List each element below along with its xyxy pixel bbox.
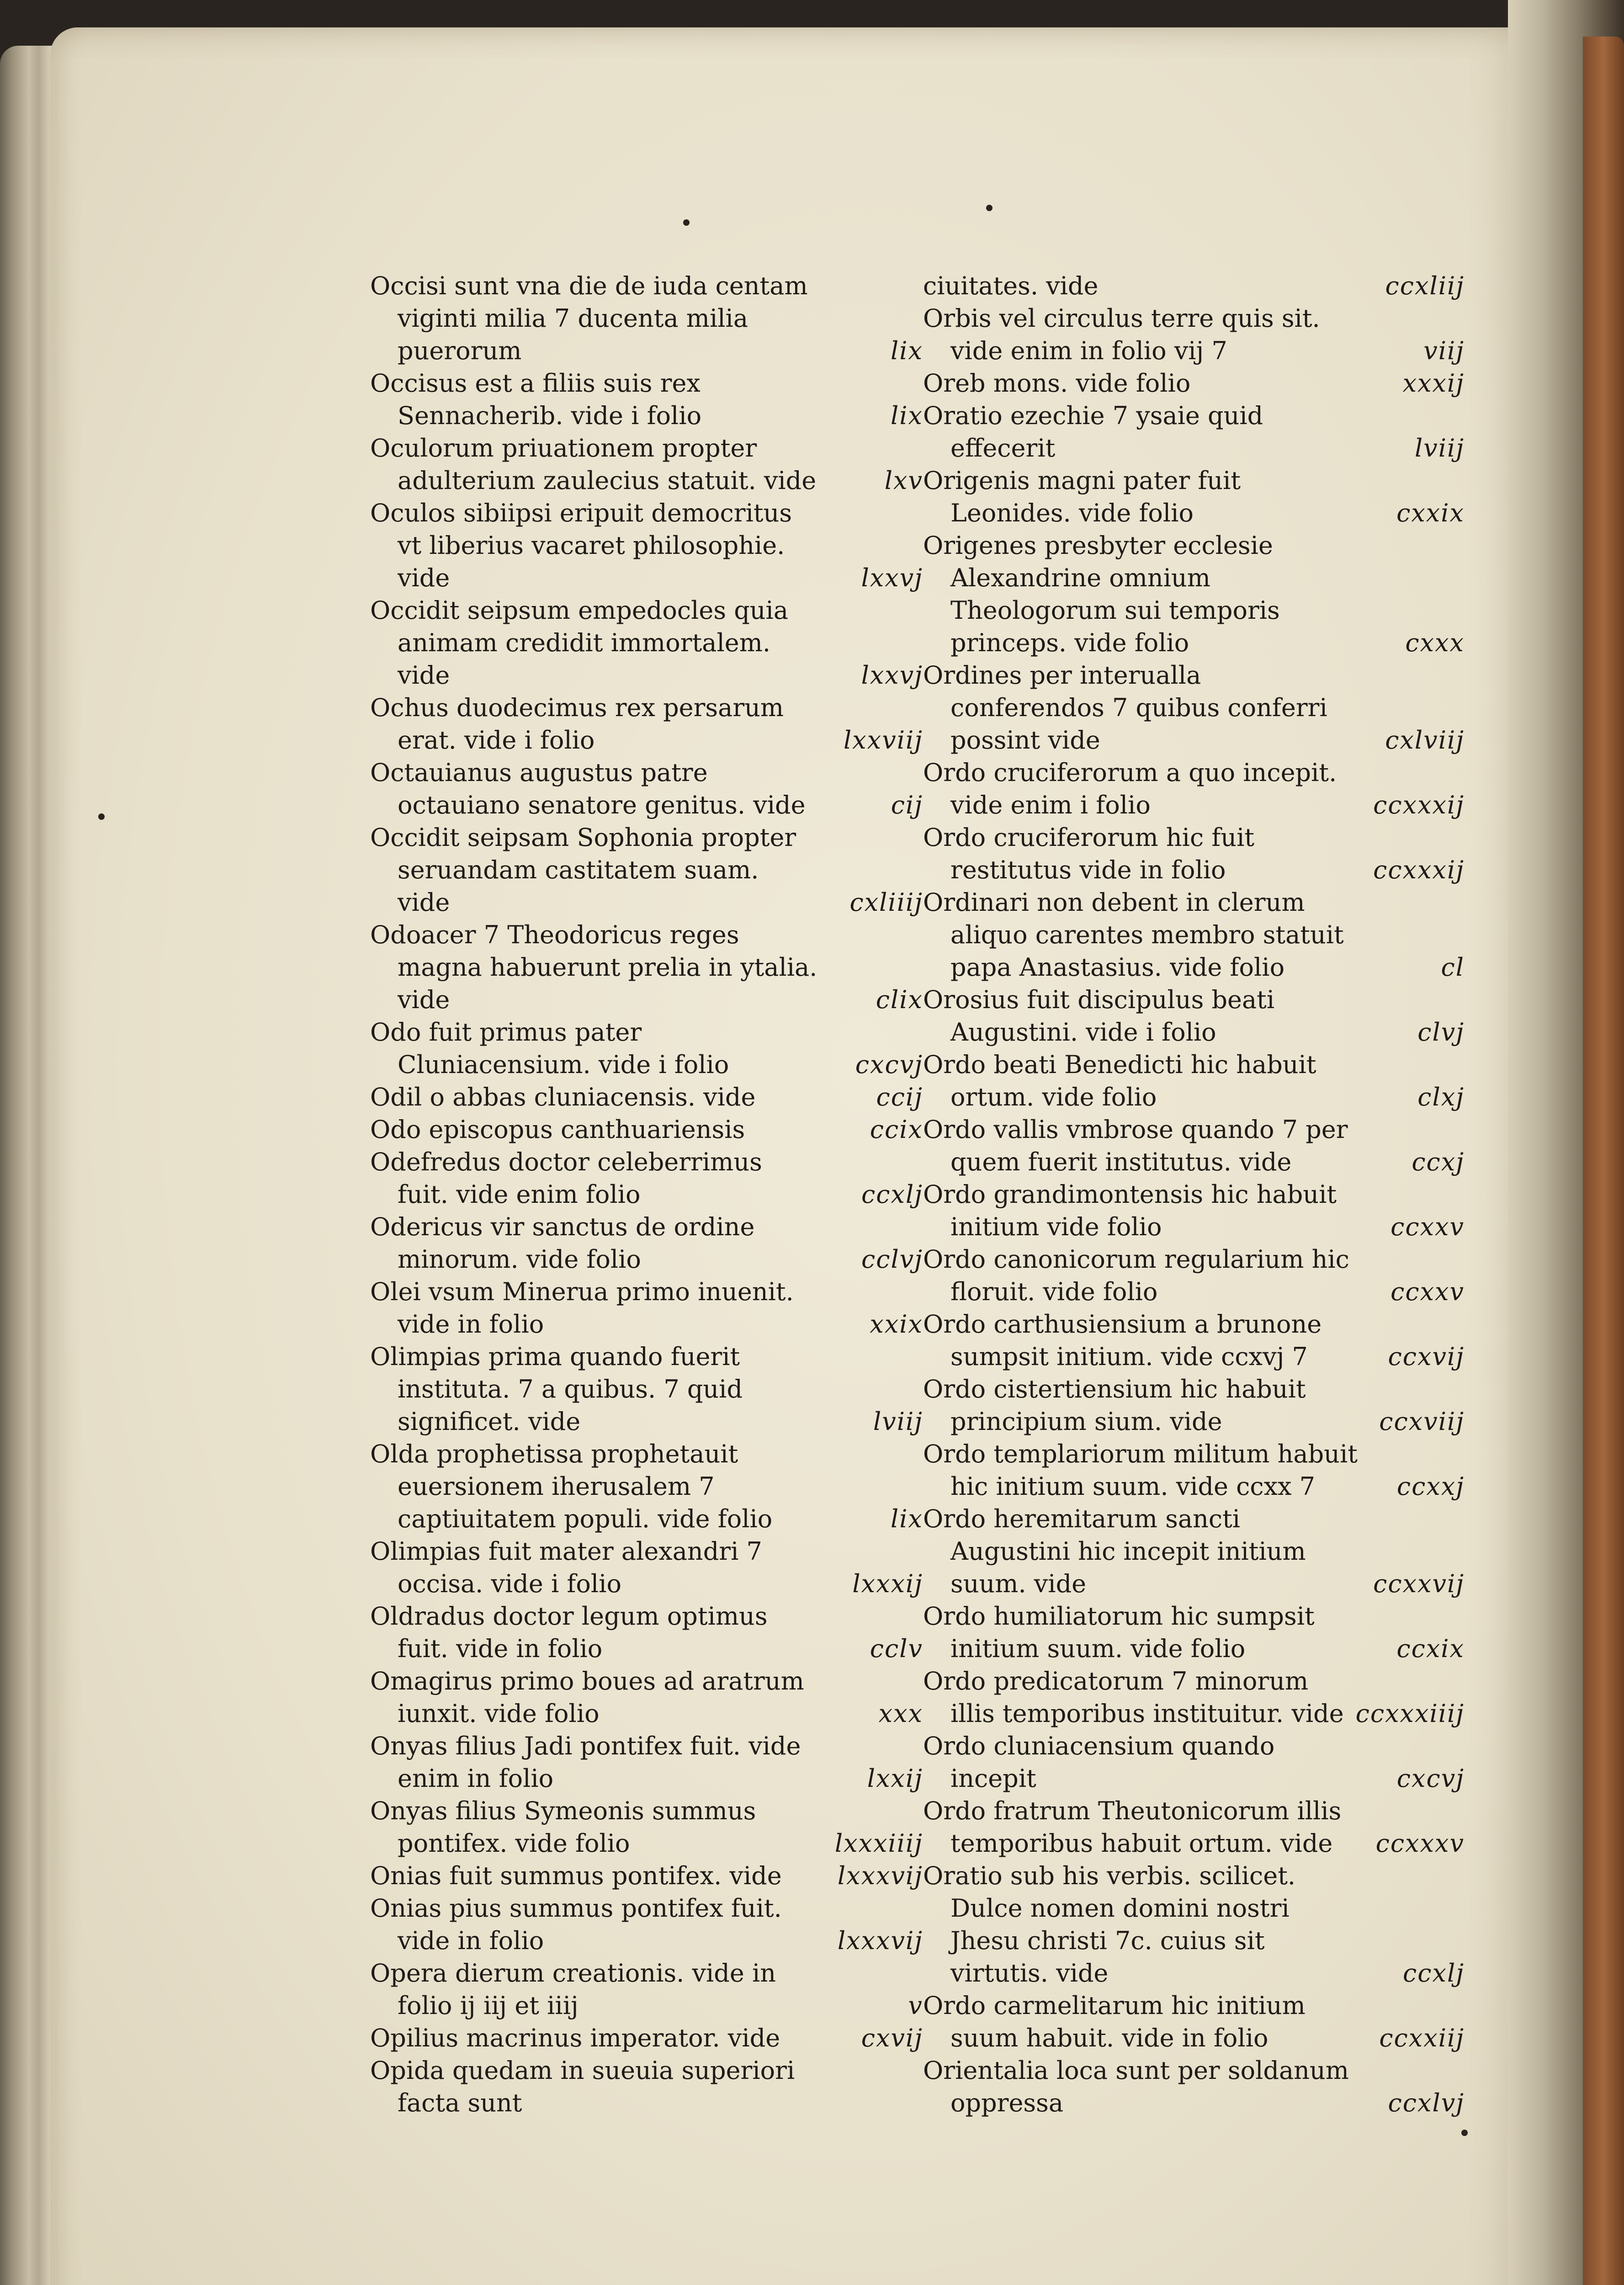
- index-entry: [923, 399, 1465, 464]
- folio-number: ccxxv: [1390, 1212, 1465, 1241]
- index-entry: [370, 1860, 923, 1892]
- index-entry: [923, 1989, 1465, 2054]
- folio-number: cxvij: [861, 2024, 923, 2052]
- index-entry: [370, 1146, 923, 1211]
- index-entry-text: Omagirus primo boues ad aratrum iunxit. vide folio: [370, 1667, 804, 1728]
- index-entry: [370, 691, 923, 756]
- index-entry: [923, 1600, 1465, 1665]
- index-entry: [370, 1892, 923, 1957]
- folio-number: lviij: [873, 1407, 923, 1436]
- index-entry: [923, 1373, 1465, 1438]
- index-entry-text: ciuitates. vide: [923, 271, 1099, 300]
- index-entry-text: Orbis vel circulus terre quis sit. vide enim in folio vij 7: [923, 304, 1320, 365]
- ink-speck: [98, 813, 105, 820]
- index-entry-text: Oldradus doctor legum optimus fuit. vide in folio: [370, 1602, 768, 1663]
- index-entry-text: Ordo carthusiensium a brunone sumpsit initium. vide ccxvj 7: [923, 1310, 1322, 1371]
- folio-number: cxxix: [1396, 499, 1465, 527]
- index-entry-text: Onyas filius Symeonis summus pontifex. vide folio: [370, 1796, 756, 1858]
- index-entry: [370, 1081, 923, 1113]
- index-entry: [923, 886, 1465, 983]
- index-entry-text: Odo episcopus canthuariensis: [370, 1115, 745, 1144]
- index-entry-text: Odefredus doctor celeberrimus fuit. vide enim folio: [370, 1148, 762, 1209]
- index-entry-text: Occisus est a filiis suis rex Sennacherib. vide i folio: [370, 369, 702, 430]
- index-entry-text: Oreb mons. vide folio: [923, 369, 1191, 398]
- index-column-left: [370, 270, 923, 2119]
- book-cover-edge: [1583, 37, 1624, 2285]
- index-entry-text: Olei vsum Minerua primo inuenit. vide in folio: [370, 1277, 794, 1339]
- folio-number: lxv: [884, 466, 923, 495]
- folio-number: xxx: [878, 1699, 923, 1728]
- index-entry: [923, 2054, 1465, 2119]
- index-entry: [370, 1535, 923, 1600]
- folio-number: ccxlj: [861, 1180, 923, 1209]
- index-entry-text: Ordo cruciferorum hic fuit restitutus vide in folio: [923, 823, 1255, 884]
- folio-number: ccxxxv: [1375, 1829, 1465, 1858]
- index-entry: [923, 367, 1465, 399]
- index-entry-text: Opida quedam in sueuia superiori facta sunt: [370, 2056, 795, 2117]
- index-entry-text: Oratio ezechie 7 ysaie quid effecerit: [923, 401, 1263, 462]
- index-entry: [923, 1730, 1465, 1795]
- index-entry-text: Opera dierum creationis. vide in folio ij iij et iiij: [370, 1959, 776, 2020]
- folio-number: lxxvj: [861, 563, 923, 592]
- index-entry: [370, 1275, 923, 1340]
- folio-number: ccxxxiiij: [1355, 1699, 1465, 1728]
- index-entry-text: Origenes presbyter ecclesie Alexandrine omnium Theologorum sui temporis princeps. vide folio: [923, 531, 1280, 657]
- index-entry-text: Olda prophetissa prophetauit euersionem iherusalem 7 captiuitatem populi. vide folio: [370, 1440, 773, 1533]
- index-entry-text: Ordo cruciferorum a quo incepit. vide enim i folio: [923, 758, 1337, 819]
- folio-number: ccxviij: [1379, 1407, 1465, 1436]
- index-entry-text: Ochus duodecimus rex persarum erat. vide i folio: [370, 693, 784, 755]
- index-entry: [370, 594, 923, 691]
- folio-number: ccxxv: [1390, 1277, 1465, 1306]
- index-entry-text: Ordo heremitarum sancti Augustini hic incepit initium suum. vide: [923, 1504, 1306, 1598]
- folio-number: cxxx: [1405, 628, 1465, 657]
- index-entry: [370, 2054, 923, 2119]
- folio-number: cl: [1441, 953, 1465, 982]
- index-entry-text: Onias pius summus pontifex fuit. vide in folio: [370, 1894, 782, 1955]
- index-entry-text: Odoacer 7 Theodoricus reges magna habuerunt prelia in ytalia. vide: [370, 920, 817, 1014]
- index-entry-text: Ordo cistertiensium hic habuit principium sium. vide: [923, 1375, 1306, 1436]
- folio-number: ccxlj: [1403, 1959, 1465, 1987]
- index-entry-text: Ordo grandimontensis hic habuit initium vide folio: [923, 1180, 1337, 1241]
- index-entry-text: Olimpias fuit mater alexandri 7 occisa. vide i folio: [370, 1537, 762, 1598]
- index-entry: [370, 1340, 923, 1438]
- folio-number: clxj: [1417, 1083, 1465, 1111]
- index-entry: [370, 1113, 923, 1146]
- folio-number: clix: [876, 985, 923, 1014]
- folio-number: ccxxxij: [1373, 856, 1465, 884]
- index-entry: [923, 1048, 1465, 1113]
- index-entry: [923, 1243, 1465, 1308]
- ink-speck: [1461, 2130, 1468, 2136]
- folio-number: ccxxj: [1396, 1472, 1465, 1501]
- index-entry: [923, 1438, 1465, 1503]
- index-entry-text: Oratio sub his verbis. scilicet. Dulce nomen domini nostri Jhesu christi 7c. cuius sit virtutis. vide: [923, 1861, 1296, 1987]
- folio-number: lxxvj: [861, 661, 923, 690]
- index-entry: [370, 497, 923, 594]
- index-entry: [370, 1016, 923, 1081]
- folio-number: ccix: [870, 1115, 923, 1144]
- index-entry-text: Onias fuit summus pontifex. vide: [370, 1861, 782, 1890]
- folio-number: lix: [891, 1504, 923, 1533]
- folio-number: lix: [891, 336, 923, 365]
- index-entry-text: Ordo predicatorum 7 minorum illis temporibus instituitur. vide: [923, 1667, 1344, 1728]
- folio-number: ccxxxij: [1373, 791, 1465, 819]
- folio-number: cij: [891, 791, 923, 819]
- folio-number: clvj: [1417, 1018, 1465, 1047]
- index-entry-text: Odericus vir sanctus de ordine minorum. vide folio: [370, 1212, 755, 1274]
- index-entry-text: Occisi sunt vna die de iuda centam viginti milia 7 ducenta milia puerorum: [370, 271, 808, 365]
- index-entry: [370, 1211, 923, 1275]
- folio-number: xxxij: [1402, 369, 1465, 398]
- index-entry-text: Occidit seipsum empedocles quia animam credidit immortalem. vide: [370, 596, 789, 690]
- index-column-right: [923, 270, 1465, 2119]
- folio-number: xxix: [870, 1310, 923, 1339]
- ink-speck: [986, 205, 992, 211]
- index-entry-text: Odil o abbas cluniacensis. vide: [370, 1083, 756, 1111]
- folio-number: cxcvj: [855, 1050, 923, 1079]
- index-entry: [923, 1178, 1465, 1243]
- folio-number: cxlviij: [1385, 726, 1465, 755]
- index-entry-text: Oculos sibiipsi eripuit democritus vt liberius vacaret philosophie. vide: [370, 499, 792, 592]
- folio-number: lxxxvij: [837, 1861, 923, 1890]
- folio-number: lviij: [1414, 434, 1465, 462]
- folio-number: cxcvj: [1396, 1764, 1465, 1793]
- index-entry: [923, 1795, 1465, 1860]
- folio-number: viij: [1423, 336, 1465, 365]
- index-entry: [923, 1113, 1465, 1178]
- index-entry: [370, 270, 923, 367]
- index-entry-text: Opilius macrinus imperator. vide: [370, 2024, 780, 2052]
- folio-number: v: [908, 1991, 923, 2020]
- index-entry-text: Ordo fratrum Theutonicorum illis temporibus habuit ortum. vide: [923, 1796, 1342, 1858]
- index-entry: [923, 302, 1465, 367]
- index-entry: [923, 270, 1465, 302]
- index-entry: [370, 756, 923, 821]
- index-entry: [370, 1438, 923, 1535]
- index-entry: [923, 464, 1465, 529]
- index-entry-text: Orientalia loca sunt per soldanum oppressa: [923, 2056, 1349, 2117]
- folio-number: lxxij: [867, 1764, 923, 1793]
- index-entry-text: Onyas filius Jadi pontifex fuit. vide enim in folio: [370, 1732, 801, 1793]
- folio-number: lxxxvij: [837, 1926, 923, 1955]
- folio-number: cxliiij: [849, 888, 923, 917]
- index-entry-text: Octauianus augustus patre octauiano senatore genitus. vide: [370, 758, 806, 819]
- folio-number: ccxliij: [1385, 271, 1465, 300]
- folio-number: cclv: [870, 1634, 923, 1663]
- index-entry-text: Ordo cluniacensium quando incepit: [923, 1732, 1275, 1793]
- index-entry-text: Ordinari non debent in clerum aliquo carentes membro statuit papa Anastasius. vide folio: [923, 888, 1344, 982]
- folio-number: ccxxiij: [1379, 2024, 1465, 2052]
- index-entry: [370, 1665, 923, 1730]
- index-entry: [923, 756, 1465, 821]
- index-entry-text: Olimpias prima quando fuerit instituta. 7 a quibus. 7 quid significet. vide: [370, 1342, 743, 1436]
- folio-number: ccij: [876, 1083, 923, 1111]
- index-entry: [370, 1730, 923, 1795]
- index-entry: [370, 919, 923, 1016]
- index-entry: [923, 659, 1465, 756]
- index-entry-text: Ordo templariorum militum habuit hic initium suum. vide ccxx 7: [923, 1440, 1358, 1501]
- folio-number: ccxvij: [1388, 1342, 1465, 1371]
- index-entry: [370, 821, 923, 919]
- folio-number: cclvj: [861, 1245, 923, 1274]
- index-entry-text: Ordo beati Benedicti hic habuit ortum. vide folio: [923, 1050, 1316, 1111]
- folio-number: lxxxij: [852, 1569, 923, 1598]
- index-entry: [923, 1308, 1465, 1373]
- index-entry: [370, 367, 923, 432]
- index-entry-text: Odo fuit primus pater Cluniacensium. vide i folio: [370, 1018, 729, 1079]
- index-entry-text: Orosius fuit discipulus beati Augustini. vide i folio: [923, 985, 1275, 1047]
- index-entry: [923, 1665, 1465, 1730]
- folio-number: lix: [891, 401, 923, 430]
- index-entry: [370, 2022, 923, 2054]
- index-entry-text: Ordo vallis vmbrose quando 7 per quem fuerit institutus. vide: [923, 1115, 1348, 1176]
- index-entry-text: Ordo humiliatorum hic sumpsit initium suum. vide folio: [923, 1602, 1315, 1663]
- index-entry: [923, 1860, 1465, 1989]
- index-entry-text: Ordines per interualla conferendos 7 quibus conferri possint vide: [923, 661, 1327, 755]
- index-entry: [923, 529, 1465, 659]
- index-entry: [370, 432, 923, 497]
- index-entry: [370, 1795, 923, 1860]
- folio-number: lxxviij: [844, 726, 923, 755]
- index-entry: [370, 1600, 923, 1665]
- index-entry: [923, 983, 1465, 1048]
- folio-number: lxxxiiij: [834, 1829, 923, 1858]
- index-entry: [923, 821, 1465, 886]
- folio-number: ccxix: [1396, 1634, 1465, 1663]
- index-entry-text: Occidit seipsam Sophonia propter seruandam castitatem suam. vide: [370, 823, 796, 917]
- ink-speck: [683, 219, 690, 226]
- index-entry-text: Ordo canonicorum regularium hic floruit. vide folio: [923, 1245, 1349, 1306]
- folio-number: ccxlvj: [1388, 2088, 1465, 2117]
- index-entry: [923, 1503, 1465, 1600]
- folio-number: ccxj: [1412, 1148, 1465, 1176]
- index-entry-text: Origenis magni pater fuit Leonides. vide folio: [923, 466, 1241, 527]
- index-entry-text: Oculorum priuationem propter adulterium zaulecius statuit. vide: [370, 434, 817, 495]
- folio-number: ccxxvij: [1373, 1569, 1465, 1598]
- index-entry: [370, 1957, 923, 2022]
- index-entry-text: Ordo carmelitarum hic initium suum habuit. vide in folio: [923, 1991, 1306, 2052]
